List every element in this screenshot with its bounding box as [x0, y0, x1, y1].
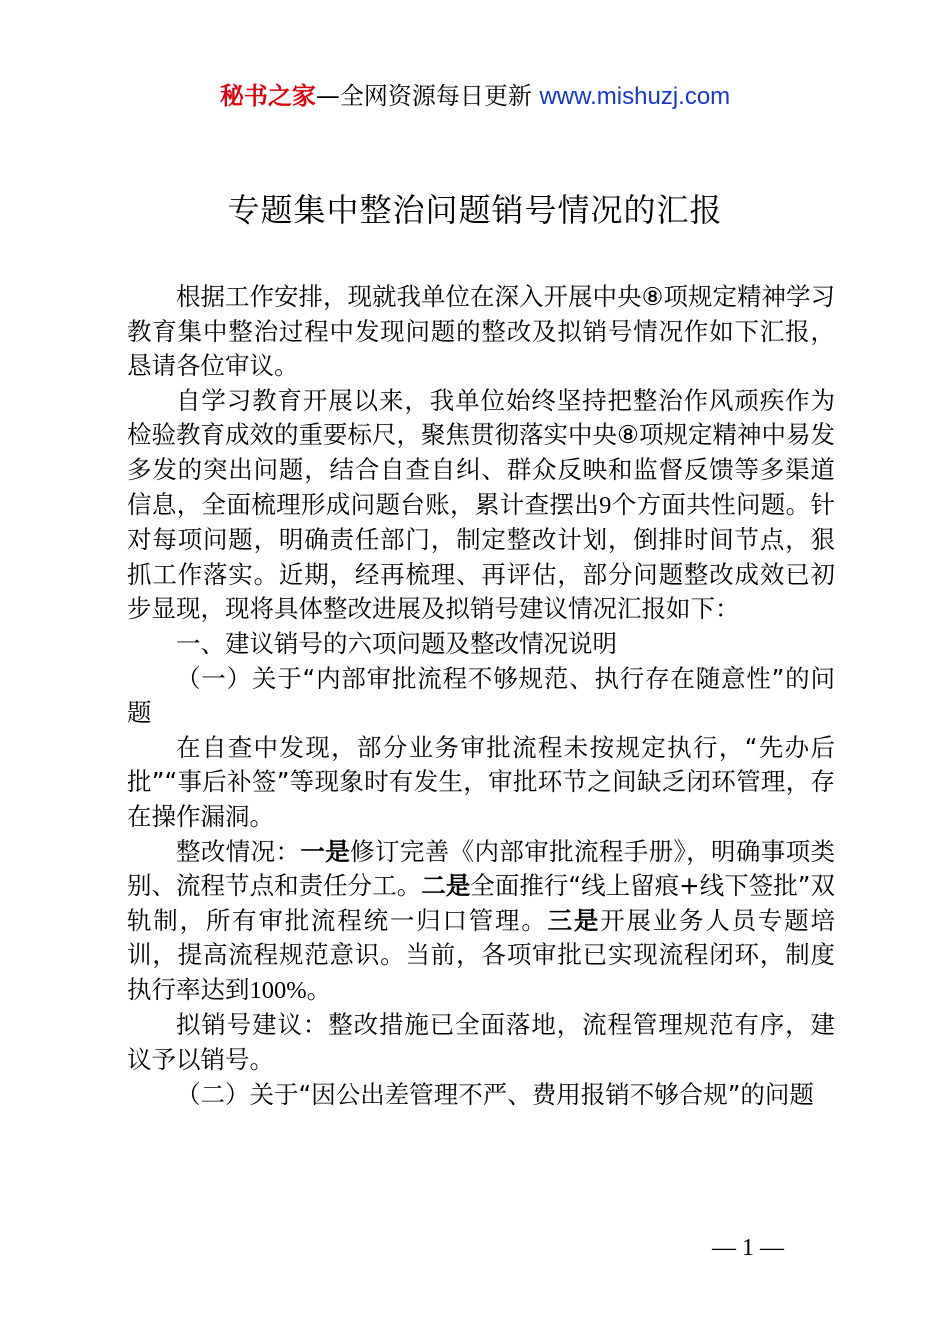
document-title: 专题集中整治问题销号情况的汇报 — [227, 191, 723, 229]
intro-paragraph: 根据工作安排，现就我单位在深入开展中央⑧项规定精神学习教育集中整治过程中发现问题的整改及拟销号情况作如下汇报，恳请各位审议。 — [127, 282, 835, 381]
document-body — [127, 280, 835, 1112]
page-number: — 1 — — [712, 1235, 784, 1261]
finding-paragraph: 在自查中发现，部分业务审批流程未按规定执行，“先办后批”“事后补签”等现象时有发生，审批环节之间缺乏闭环管理，存在操作漏洞。 — [127, 732, 835, 831]
rectification-paragraph: 整改情况：一是修订完善《内部审批流程手册》，明确事项类别、流程节点和责任分工。二是全面推行“线上留痕+线下签批”双轨制，所有审批流程统一归口管理。三是开展业务人员专题培训，提高流程规范意识。当前，各项审批已实现流程闭环，制度执行率达到100%。 — [127, 836, 836, 1004]
execution-rate: 100% — [249, 976, 307, 1004]
point-marker: 二是 — [421, 871, 471, 901]
point-marker: 三是 — [547, 905, 601, 935]
site-tagline: —全网资源每日更新 — [315, 82, 540, 110]
site-banner — [0, 79, 950, 114]
point-marker: 一是 — [300, 836, 351, 866]
site-brand: 秘书之家 — [219, 82, 316, 110]
item-heading: （一）关于“内部审批流程不够规范、执行存在随意性”的问题 — [127, 663, 835, 728]
proposal-paragraph: 拟销号建议：整改措施已全面落地，流程管理规范有序，建议予以销号。 — [127, 1010, 835, 1075]
site-url-link[interactable]: www.mishuzj.com — [539, 83, 731, 110]
section-heading: 一、建议销号的六项问题及整改情况说明 — [176, 628, 617, 658]
overview-paragraph: 自学习教育开展以来，我单位始终坚持把整治作风顽疾作为检验教育成效的重要标尺，聚焦贯彻落实中央⑧项规定精神中易发多发的突出问题，结合自查自纠、群众反映和监督反馈等多渠道信息，全面梳理形成问题台账，累计查摆出9个方面共性问题。针对每项问题，明确责任部门，制定整改计划，倒排时间节点，狠抓工作落实。近期，经再梳理、再评估，部分问题整改成效已初步显现，现将具体整改进展及拟销号建议情况汇报如下： — [127, 385, 836, 624]
issue-count: 9 — [599, 491, 612, 519]
item-heading: （二）关于“因公出差管理不严、费用报销不够合规”的问题 — [176, 1079, 814, 1109]
